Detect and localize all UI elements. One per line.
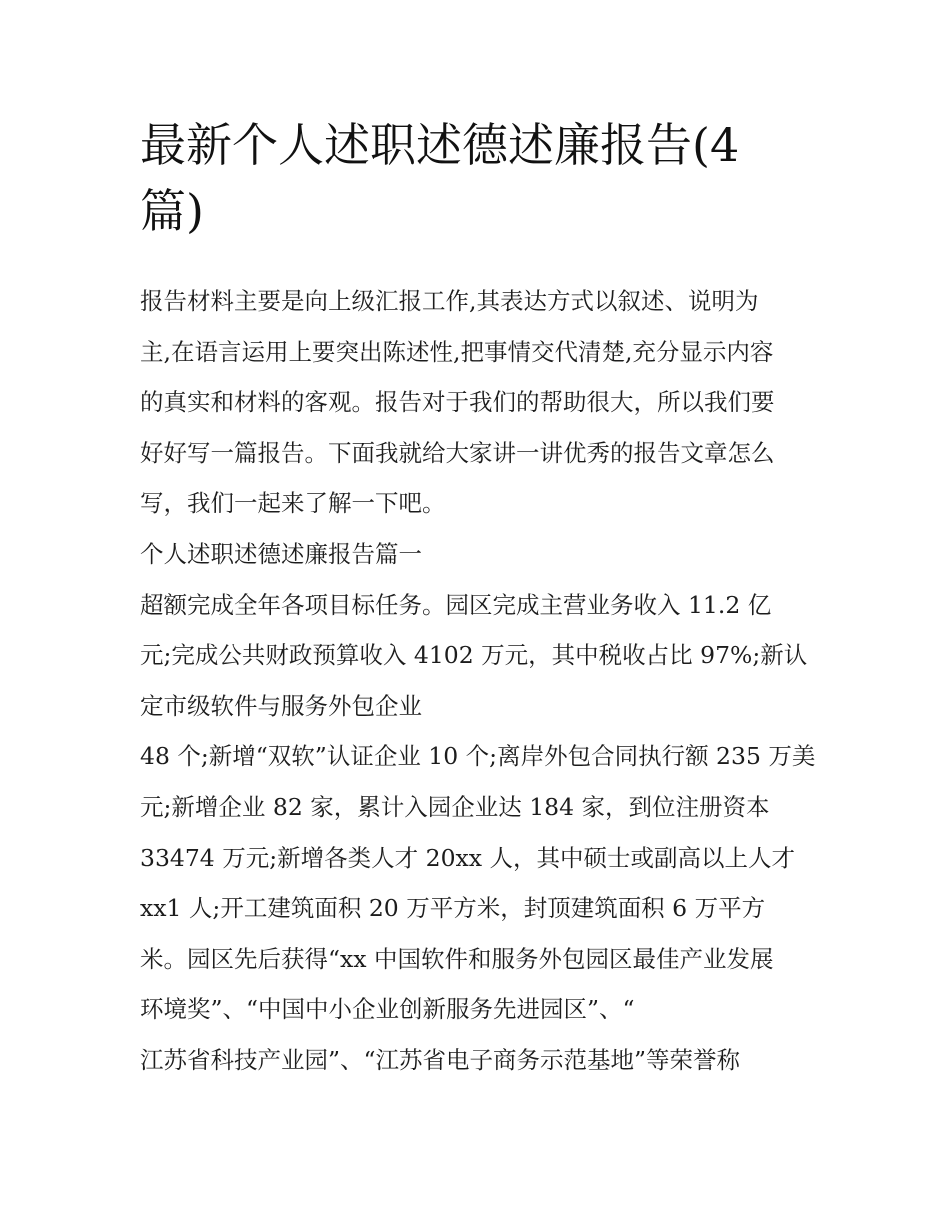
body-line: 报告材料主要是向上级汇报工作,其表达方式以叙述、说明为 xyxy=(140,287,759,315)
body-line: 主,在语言运用上要突出陈述性,把事情交代清楚,充分显示内容 xyxy=(140,337,774,366)
body-line: 好好写一篇报告。下面我就给大家讲一讲优秀的报告文章怎么 xyxy=(140,438,775,467)
body-line: 江苏省科技产业园”、“江苏省电子商务示范基地”等荣誉称 xyxy=(140,1045,741,1074)
body-line: 写，我们一起来了解一下吧。 xyxy=(140,489,446,518)
body-line: xx1 人;开工建筑面积 20 万平方米，封顶建筑面积 6 万平方 xyxy=(140,894,766,923)
section-heading: 个人述职述德述廉报告篇一 xyxy=(140,539,422,568)
body-line: 定市级软件与服务外包企业 xyxy=(140,691,422,720)
document-title xyxy=(140,112,820,244)
body-line: 的真实和材料的客观。报告对于我们的帮助很大，所以我们要 xyxy=(140,388,775,417)
body-line: 48 个;新增“双软”认证企业 10 个;离岸外包合同执行额 235 万美 xyxy=(140,742,816,771)
body-line: 超额完成全年各项目标任务。园区完成主营业务收入 11.2 亿 xyxy=(140,590,772,619)
body-line: 环境奖”、“中国中小企业创新服务先进园区”、“ xyxy=(140,995,635,1024)
title-line-1: 最新个人述职述德述廉报告(4 xyxy=(140,118,740,172)
body-line: 元;新增企业 82 家，累计入园企业达 184 家，到位注册资本 xyxy=(140,792,770,821)
body-line: 33474 万元;新增各类人才 20xx 人，其中硕士或副高以上人才 xyxy=(140,843,795,872)
document-body xyxy=(140,276,820,1086)
body-line: 米。园区先后获得“xx 中国软件和服务外包园区最佳产业发展 xyxy=(140,944,774,973)
body-line: 元;完成公共财政预算收入 4102 万元，其中税收占比 97%;新认 xyxy=(140,641,808,670)
title-line-2: 篇) xyxy=(140,184,204,238)
